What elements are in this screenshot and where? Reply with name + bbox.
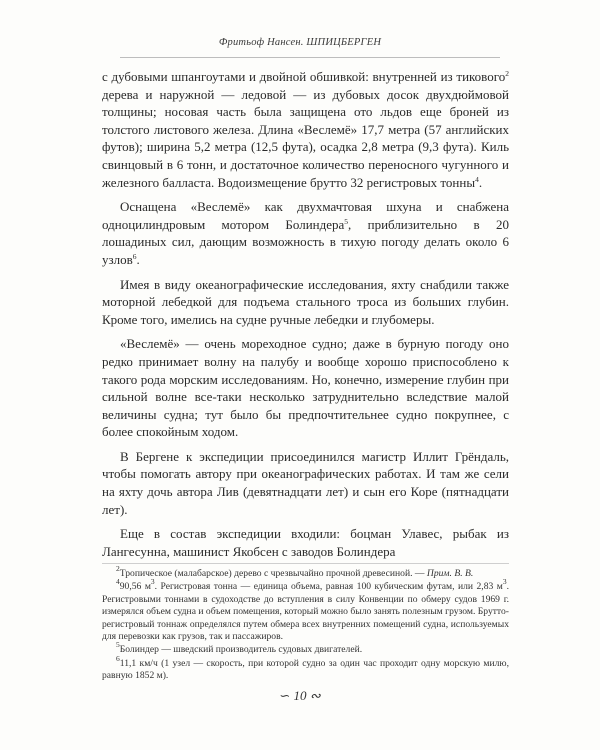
main-text [102,68,509,567]
footnote-4: $^4$90,56 $м^3$. Регистровая тонна — единица объема, равная 100 кубическим футам, или 2,83 $м^3$. Регистровыми тоннами в судоходстве до вступления в силу Конвенции по обмеру судов 1969 г. измерялся объем судна и объем помещения, который можно было занять полезным грузом. Брутто-регистровый тоннаж определялся путем обмера всех внутренних помещений судна, используемых для перевозки как грузов, так и пассажиров. [102,577,509,643]
paragraph-3: Имея в виду океанографические исследования, яхту снабдили также моторной лебедкой для подъема стального троса из больших глубин. Кроме того, имелись на судне ручные лебедки и глубомеры. [102,276,509,327]
header-rule [120,57,500,58]
paragraph-2: Оснащена «Веслемё» как двухмачтовая шхуна и снабжена одноцилиндровым мотором Болиндера$^5$, приблизительно в 20 лошадиных сил, дающим возможность в тихую погоду делать около 6 узлов$^6$. [102,199,509,267]
footnote-ref-6[interactable]: 6 [132,251,137,261]
paragraph-6: Еще в состав экспедиции входили: боцман Улавес, рыбак из Лангесунна, машинист Якобсен с заводов Болиндера [102,526,509,559]
footnote-number: 2 [116,564,120,573]
paragraph-5: В Бергене к экспедиции присоединился магистр Иллит Грёндаль, чтобы помогать автору при океанографических работах. И там же сели на яхту дочь автора Лив (девятнадцати лет) и сын его Коре (пятнадцати лет). [102,448,509,517]
footnote-6: $^6$11,1 км/ч (1 узел — скорость, при которой судно за один час проходит одну морскую милю, равную 1852 м). [102,653,509,682]
footnote-5: $^5$Болиндер — шведский производитель судовых двигателей. [116,640,363,656]
footnotes [102,564,509,684]
footnote-ref-5[interactable]: 5 [344,216,349,226]
running-head: Фритьоф Нансен. ШПИЦБЕРГЕН [218,37,382,48]
footnote-ref-2[interactable]: 2 [505,69,509,78]
footnote-ref-4[interactable]: 4 [475,174,479,184]
footnote-number: 6 [116,653,120,663]
footnote-number: 5 [116,640,120,650]
footnote-attribution: Прим. В. В. [426,568,474,579]
footnote-number: 4 [116,577,120,587]
page-number: ∽ 10 ∾ [279,688,321,703]
footnote-2: $^2$Тропическое (малабарское) дерево с чрезвычайно прочной древесиной. — Прим. В. В. [116,564,474,579]
paragraph-4: «Веслемё» — очень мореходное судно; даже в бурную погоду оно редко принимает волну на палубу и вообще хорошо приспособлено к такого рода морским исследованиям. Но, конечно, измерение глубин при сильной волне все-таки несколько затруднительно вследствие малой величины судна; тут было бы предпочтительнее судно покрупнее, с более спокойным ходом. [102,336,509,440]
footnote-separator [102,563,509,564]
paragraph-1: с дубовыми шпангоутами и двойной обшивкой: внутренней из тикового$^2$ дерева и наружной — ледовой — из дубовых досок двухдюймовой толщины; носовая часть была защищена ото льдов еще броней из толстого листового железа. Длина «Веслемё» 17,7 метра (57 английских футов); ширина 5,2 метра (12,5 фута), осадка 2,8 метра (9,3 фута). Киль свинцовый в 6 тонн, и достаточное количество переносного чугунного и железного балласта. Водоизмещение брутто 32 регистровых тонны$^4$. [102,69,509,190]
